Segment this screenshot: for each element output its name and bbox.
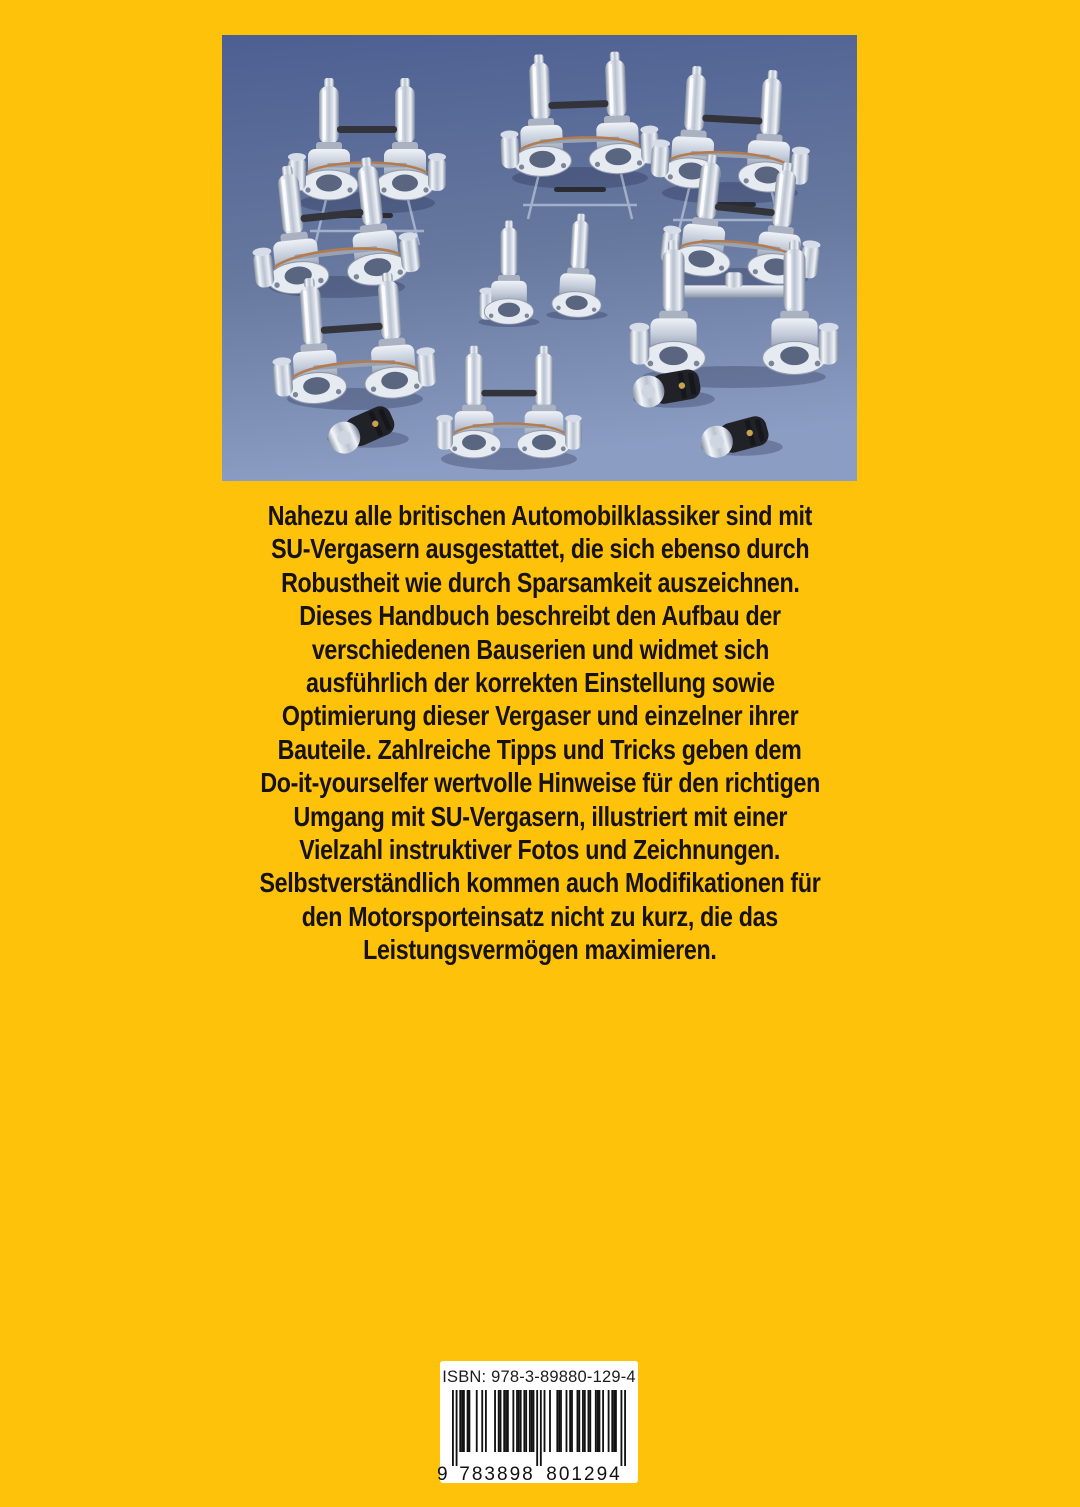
blurb-line: Leistungsvermögen maximieren. [363,934,717,966]
blurb-line: Bauteile. Zahlreiche Tipps und Tricks geben dem [278,733,802,765]
blurb-line: Umgang mit SU-Vergasern, illustriert mit einer [293,800,787,832]
description-text [0,499,1080,967]
carburetors-photo-art [222,35,857,481]
blurb-line: Selbstverständlich kommen auch Modifikationen für [259,867,821,899]
barcode-bars-row [437,1390,626,1486]
carburetors-photo [222,35,857,481]
ean13-barcode [452,1390,626,1466]
barcode-digits-right: 801294 [546,1464,622,1485]
barcode-digits-left: 783898 [459,1464,535,1485]
isbn-label: ISBN: 978-3-89880-129-4 [442,1368,636,1386]
blurb-line: den Motorsporteinsatz nicht zu kurz, die das [301,900,779,932]
blurb-line: Vielzahl instruktiver Fotos und Zeichnungen. [299,834,781,866]
blurb-line: Do-it-yourselfer wertvolle Hinweise für den richtigen [260,767,820,799]
blurb-line: verschiedenen Bauserien und widmet sich [311,633,769,665]
barcode-digit-lead: 9 [437,1464,448,1485]
isbn-barcode [437,1361,638,1485]
blurb-line: Dieses Handbuch beschreibt den Aufbau der [299,600,781,632]
blurb-line: SU-Vergasern ausgestattet, die sich ebenso durch [270,533,810,565]
blurb-line: Optimierung dieser Vergaser und einzelner ihrer [281,700,799,732]
blurb-line: ausführlich der korrekten Einstellung sowie [305,667,775,699]
blurb-line: Robustheit wie durch Sparsamkeit auszeichnen. [280,566,800,598]
blurb-line: Nahezu alle britischen Automobilklassiker sind mit [267,500,813,531]
